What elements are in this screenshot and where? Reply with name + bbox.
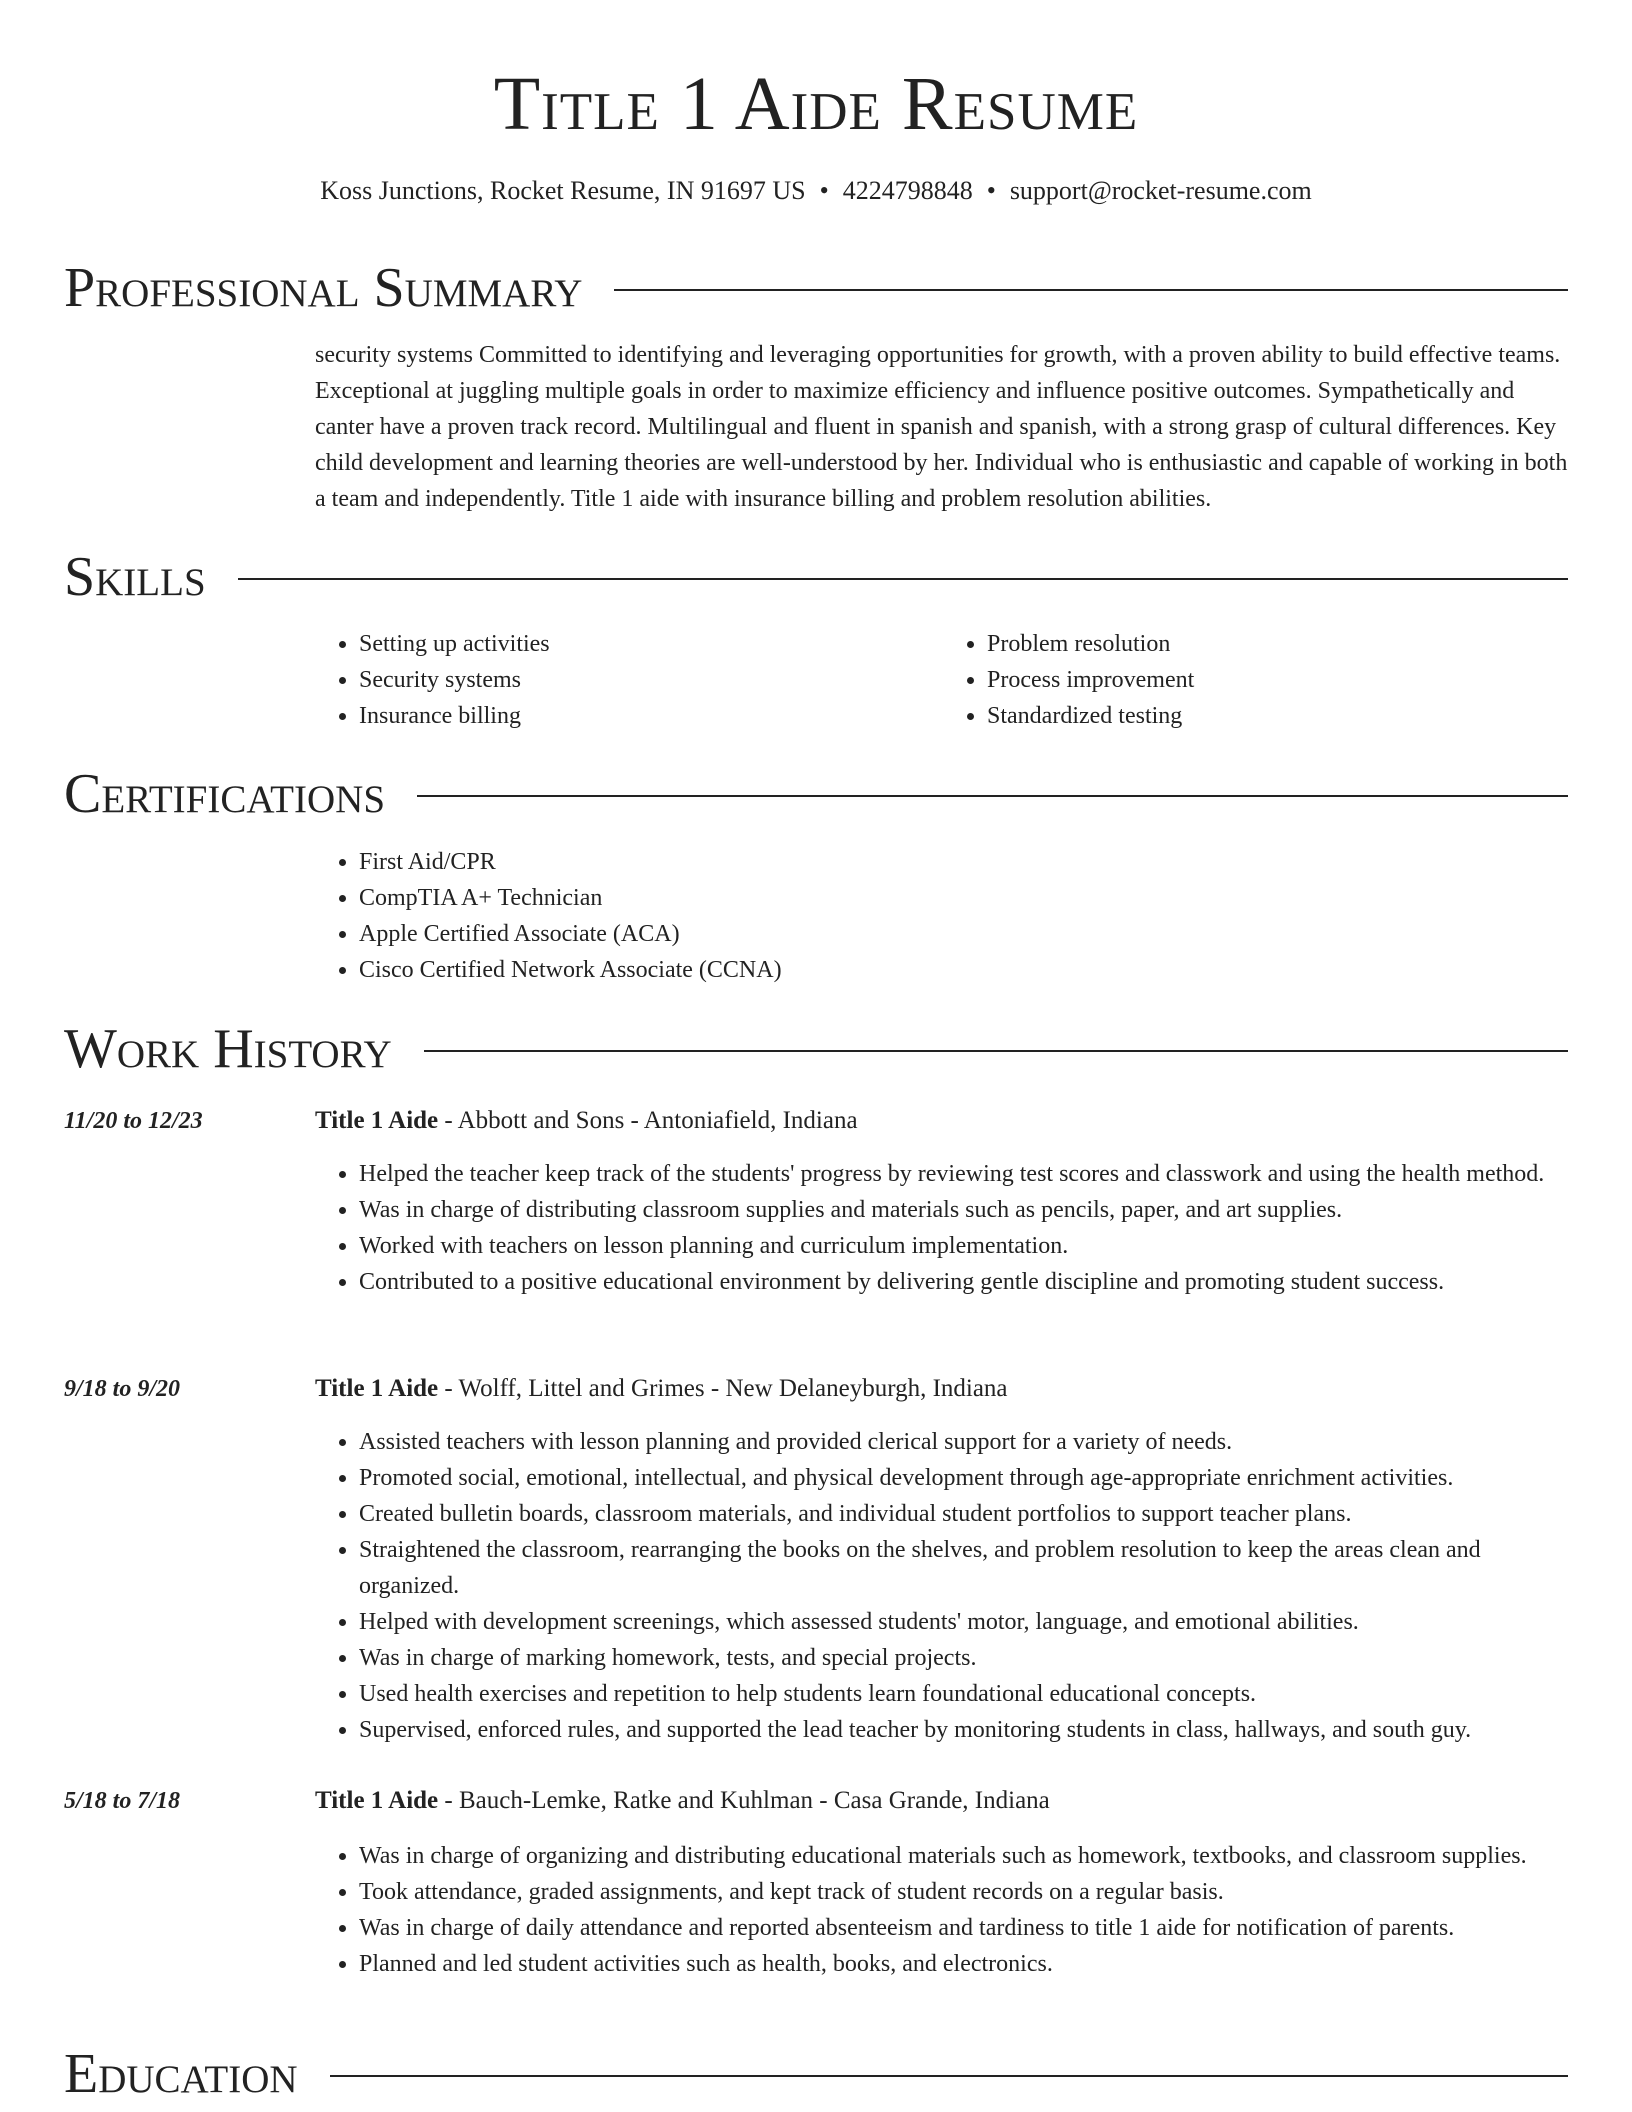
section-education — [64, 2042, 1568, 2106]
job-role: Title 1 Aide — [315, 1107, 439, 1134]
section-heading: Certifications — [64, 763, 386, 825]
job-employer: - Wolff, Littel and Grimes - New Delaneyburgh, Indiana — [438, 1375, 1008, 1402]
job-duty: • Planned and led student activities such as health, books, and electronics. — [359, 1946, 1571, 1982]
job-duties — [315, 1838, 1571, 1982]
job-heading — [315, 1103, 1571, 1139]
skill-item: • Standardized testing — [987, 698, 1571, 734]
job-duty: • Helped the teacher keep track of the students' progress by reviewing test scores and classwork and using the health method. — [359, 1156, 1571, 1192]
section-heading: Skills — [64, 546, 206, 608]
summary-body — [315, 337, 1571, 517]
skills-list — [315, 626, 1571, 734]
section-divider — [614, 289, 1568, 291]
job-duties — [315, 1156, 1571, 1300]
job-duties-list — [315, 1424, 1571, 1748]
section-divider — [424, 1050, 1568, 1052]
skill-item: • Problem resolution — [987, 626, 1571, 662]
section-certifications — [64, 762, 1568, 826]
job-dates: 11/20 to 12/23 — [64, 1108, 203, 1134]
section-skills — [64, 545, 1568, 609]
job-duties-list — [315, 1156, 1571, 1300]
certifications-list — [315, 844, 1571, 988]
section-divider — [330, 2075, 1568, 2077]
certification-item: • Apple Certified Associate (ACA) — [359, 916, 1571, 952]
skill-item: • Security systems — [359, 662, 943, 698]
job-duty: • Was in charge of marking homework, tests, and special projects. — [359, 1640, 1571, 1676]
section-divider — [417, 795, 1568, 797]
certification-item: • First Aid/CPR — [359, 844, 1571, 880]
skill-item: • Setting up activities — [359, 626, 943, 662]
certification-item: • Cisco Certified Network Associate (CCNA) — [359, 952, 1571, 988]
job-duties — [315, 1424, 1571, 1748]
contact-address: Koss Junctions, Rocket Resume, IN 91697 US — [320, 176, 806, 205]
job-duty: • Helped with development screenings, which assessed students' motor, language, and emotional abilities. — [359, 1604, 1571, 1640]
job-duty: • Created bulletin boards, classroom materials, and individual student portfolios to support teacher plans. — [359, 1496, 1571, 1532]
job-duty: • Was in charge of distributing classroom supplies and materials such as pencils, paper, and art supplies. — [359, 1192, 1571, 1228]
section-work-history — [64, 1017, 1568, 1081]
certifications-body — [315, 844, 1571, 988]
contact-separator: • — [819, 176, 829, 205]
skills-column-right — [943, 626, 1571, 734]
certification-item: • CompTIA A+ Technician — [359, 880, 1571, 916]
job-duty: • Assisted teachers with lesson planning and provided clerical support for a variety of needs. — [359, 1424, 1571, 1460]
job-heading — [315, 1783, 1571, 1819]
contact-email: support@rocket-resume.com — [1009, 176, 1312, 205]
job-employer: - Abbott and Sons - Antoniafield, Indiana — [438, 1107, 858, 1134]
section-heading: Education — [64, 2043, 298, 2105]
job-duty: • Used health exercises and repetition to help students learn foundational educational concepts. — [359, 1676, 1571, 1712]
contact-phone: 4224798848 — [842, 176, 973, 205]
contact-line — [0, 174, 1632, 208]
summary-text: security systems Committed to identifying and leveraging opportunities for growth, with a proven ability to build effective teams. Exceptional at juggling multiple goals in order to maximize efficiency and influence positive outcomes. Sympathetically and canter have a proven track record. Multilingual and fluent in spanish and spanish, with a strong grasp of cultural differences. Key child development and learning theories are well-understood by her. Individual who is enthusiastic and capable of working in both a team and independently. Title 1 aide with insurance billing and problem resolution abilities. — [315, 342, 1568, 512]
job-role: Title 1 Aide — [315, 1787, 439, 1814]
resume-title: Title 1 Aide Resume — [493, 62, 1139, 146]
job-duty: • Took attendance, graded assignments, and kept track of student records on a regular basis. — [359, 1874, 1571, 1910]
job-duty: • Was in charge of organizing and distributing educational materials such as homework, textbooks, and classroom supplies. — [359, 1838, 1571, 1874]
section-heading: Professional Summary — [64, 257, 583, 319]
job-duty: • Contributed to a positive educational environment by delivering gentle discipline and promoting student success. — [359, 1264, 1571, 1300]
skills-column-left — [315, 626, 943, 734]
section-heading: Work History — [64, 1018, 392, 1080]
job-role: Title 1 Aide — [315, 1375, 439, 1402]
skill-item: • Insurance billing — [359, 698, 943, 734]
job-dates: 5/18 to 7/18 — [64, 1788, 181, 1814]
job-dates: 9/18 to 9/20 — [64, 1376, 181, 1402]
contact-separator: • — [986, 176, 996, 205]
job-duty: • Worked with teachers on lesson planning and curriculum implementation. — [359, 1228, 1571, 1264]
job-employer: - Bauch-Lemke, Ratke and Kuhlman - Casa Grande, Indiana — [438, 1787, 1050, 1814]
job-duties-list — [315, 1838, 1571, 1982]
job-duty: • Promoted social, emotional, intellectual, and physical development through age-appropriate enrichment activities. — [359, 1460, 1571, 1496]
section-divider — [238, 578, 1568, 580]
job-duty: • Straightened the classroom, rearranging the books on the shelves, and problem resolution to keep the areas clean and organized. — [359, 1532, 1571, 1604]
job-heading — [315, 1371, 1571, 1407]
section-professional-summary — [64, 256, 1568, 320]
job-duty: • Was in charge of daily attendance and reported absenteeism and tardiness to title 1 aide for notification of parents. — [359, 1910, 1571, 1946]
job-duty: • Supervised, enforced rules, and supported the lead teacher by monitoring students in class, hallways, and south guy. — [359, 1712, 1571, 1748]
skill-item: • Process improvement — [987, 662, 1571, 698]
